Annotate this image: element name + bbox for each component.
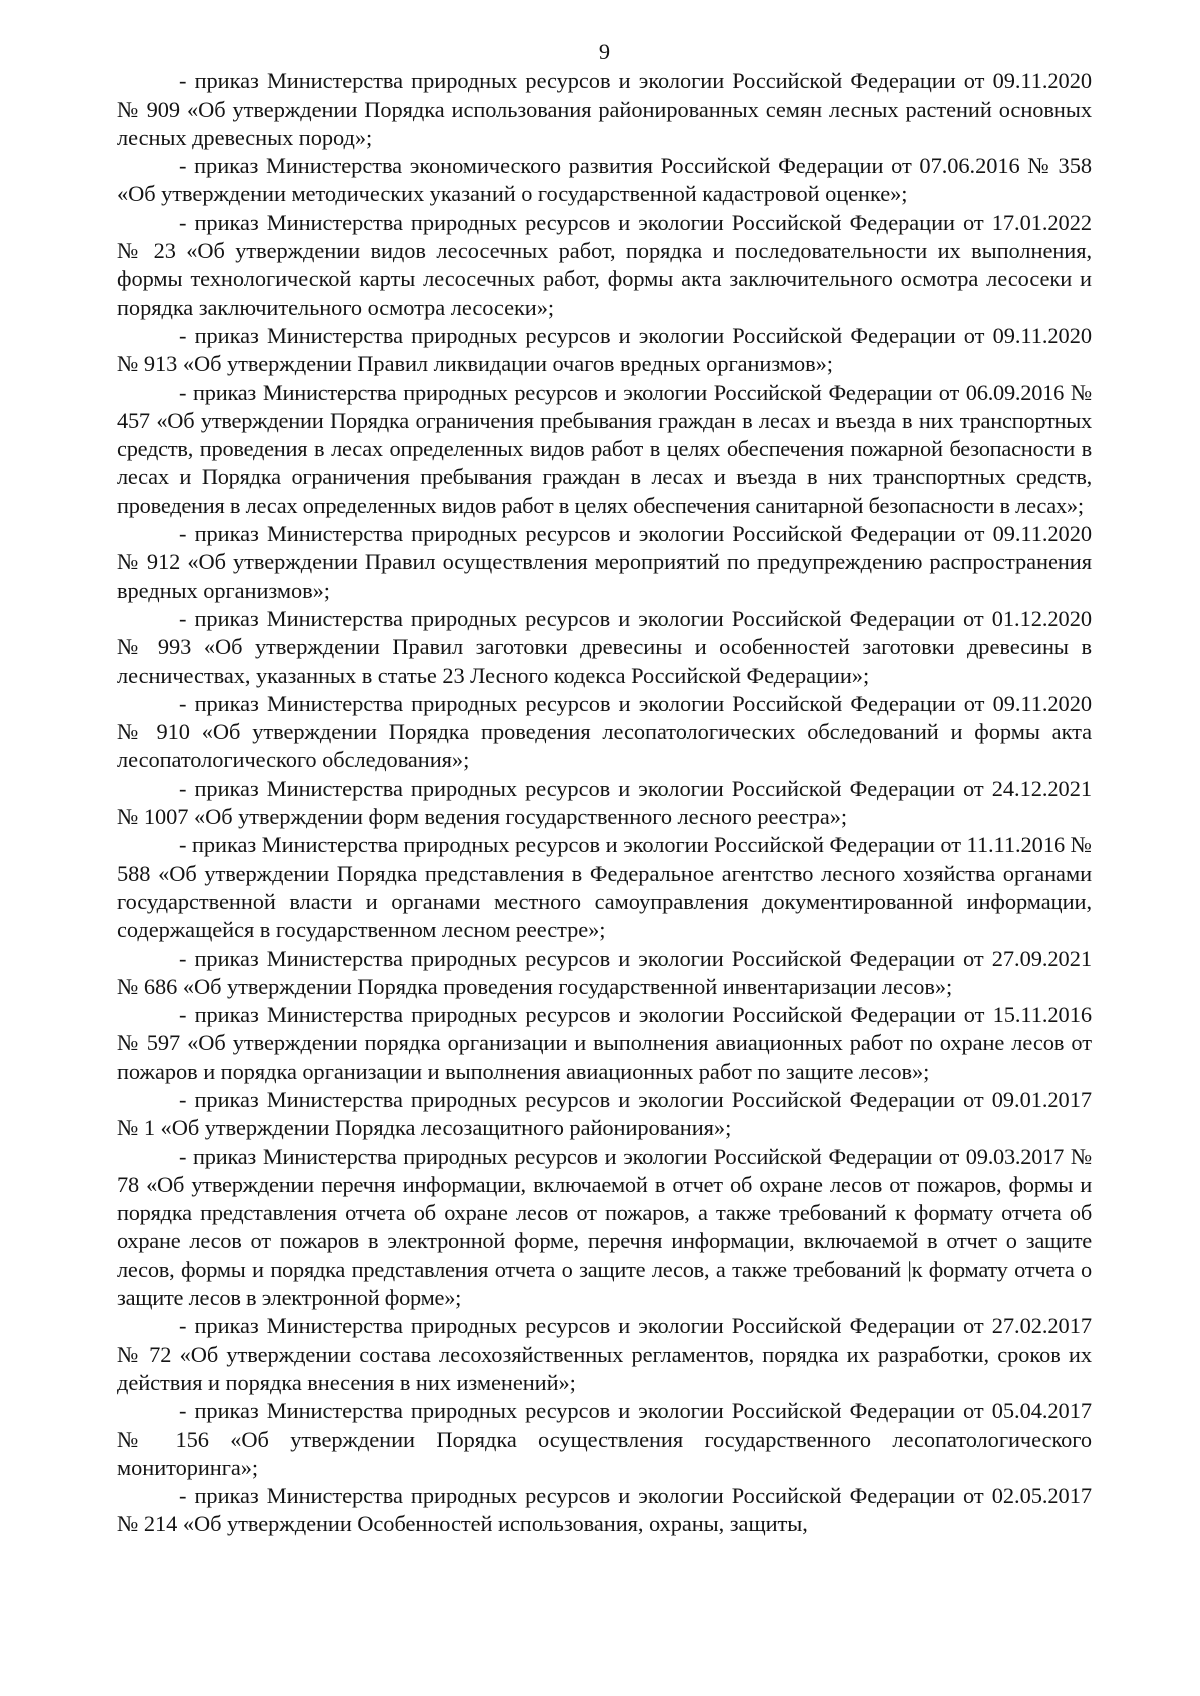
- list-item: - приказ Министерства природных ресурсов и экологии Российской Федерации от 05.04.2017 № 156 «Об утверждении Порядка осуществления государственного лесопатологического мониторинга»;: [117, 1398, 1092, 1480]
- list-item: - приказ Министерства природных ресурсов и экологии Российской Федерации от 09.11.2020 № 909 «Об утверждении Порядка использования районированных семян лесных растений основных лесных древесных пород»;: [117, 68, 1092, 150]
- list-item: - приказ Министерства природных ресурсов и экологии Российской Федерации от 02.05.2017 № 214 «Об утверждении Особенностей использования, охраны, защиты,: [117, 1483, 1092, 1537]
- list-item: - приказ Министерства природных ресурсов и экологии Российской Федерации от 09.11.2020 № 912 «Об утверждении Правил осуществления мероприятий по предупреждению распространения вредных организмов»;: [117, 521, 1092, 603]
- list-item: - приказ Министерства природных ресурсов и экологии Российской Федерации от 09.11.2020 № 913 «Об утверждении Правил ликвидации очагов вредных организмов»;: [117, 322, 1092, 377]
- list-item: - приказ Министерства природных ресурсов и экологии Российской Федерации от 11.11.2016 № 588 «Об утверждении Порядка представления в Федеральное агентство лесного хозяйства органами государственной власти и органами местного самоуправления документированной информации, содержащейся в государственном лесном реестре»;: [117, 832, 1092, 943]
- list-item: - приказ Министерства природных ресурсов и экологии Российской Федерации от 17.01.2022 № 23 «Об утверждении видов лесосечных работ, порядка и последовательности их выполнения, формы технологической карты лесосечных работ, формы акта заключительного осмотра лесосеки и порядка заключительного осмотра лесосеки»;: [117, 209, 1092, 320]
- list-item: - приказ Министерства экономического развития Российской Федерации от 07.06.2016 № 358 «Об утверждении методических указаний о государственной кадастровой оценке»;: [117, 153, 1092, 207]
- list-item: - приказ Министерства природных ресурсов и экологии Российской Федерации от 27.09.2021 № 686 «Об утверждении Порядка проведения государственной инвентаризации лесов»;: [117, 945, 1092, 999]
- list-item: - приказ Министерства природных ресурсов и экологии Российской Федерации от 15.11.2016 № 597 «Об утверждении порядка организации и выполнения авиационных работ по охране лесов от пожаров и порядка организации и выполнения авиационных работ по защите лесов»;: [117, 1002, 1092, 1084]
- document-page: [117, 38, 1092, 1539]
- list-item: - приказ Министерства природных ресурсов и экологии Российской Федерации от 27.02.2017 № 72 «Об утверждении состава лесохозяйственных регламентов, порядка их разработки, сроков их действия и порядка внесения в них изменений»;: [117, 1313, 1092, 1395]
- list-item: - приказ Министерства природных ресурсов и экологии Российской Федерации от 09.03.2017 № 78 «Об утверждении перечня информации, включаемой в отчет об охране лесов от пожаров, формы и порядка представления отчета об охране лесов от пожаров, а также требований к формату отчета об охране лесов от пожаров в электронной форме, перечня информации, включаемой в отчет о защите лесов, формы и порядка представления отчета о защите лесов, а также требований |к формату отчета о защите лесов в электронной форме»;: [117, 1143, 1092, 1311]
- list-item: - приказ Министерства природных ресурсов и экологии Российской Федерации от 01.12.2020 № 993 «Об утверждении Правил заготовки древесины и особенностей заготовки древесины в лесничествах, указанных в статье 23 Лесного кодекса Российской Федерации»;: [117, 605, 1092, 688]
- list-item: - приказ Министерства природных ресурсов и экологии Российской Федерации от 24.12.2021 № 1007 «Об утверждении форм ведения государственного лесного реестра»;: [117, 775, 1092, 830]
- list-item: - приказ Министерства природных ресурсов и экологии Российской Федерации от 06.09.2016 № 457 «Об утверждении Порядка ограничения пребывания граждан в лесах и въезда в них транспортных средств, проведения в лесах определенных видов работ в целях обеспечения пожарной безопасности в лесах и Порядка ограничения пребывания граждан в лесах и въезда в них транспортных средств, проведения в лесах определенных видов работ в целях обеспечения санитарной безопасности в лесах»;: [117, 379, 1092, 518]
- list-item: - приказ Министерства природных ресурсов и экологии Российской Федерации от 09.01.2017 № 1 «Об утверждении Порядка лесозащитного районирования»;: [117, 1086, 1092, 1141]
- list-item: - приказ Министерства природных ресурсов и экологии Российской Федерации от 09.11.2020 № 910 «Об утверждении Порядка проведения лесопатологических обследований и формы акта лесопатологического обследования»;: [117, 690, 1092, 773]
- page-number: 9: [598, 39, 611, 64]
